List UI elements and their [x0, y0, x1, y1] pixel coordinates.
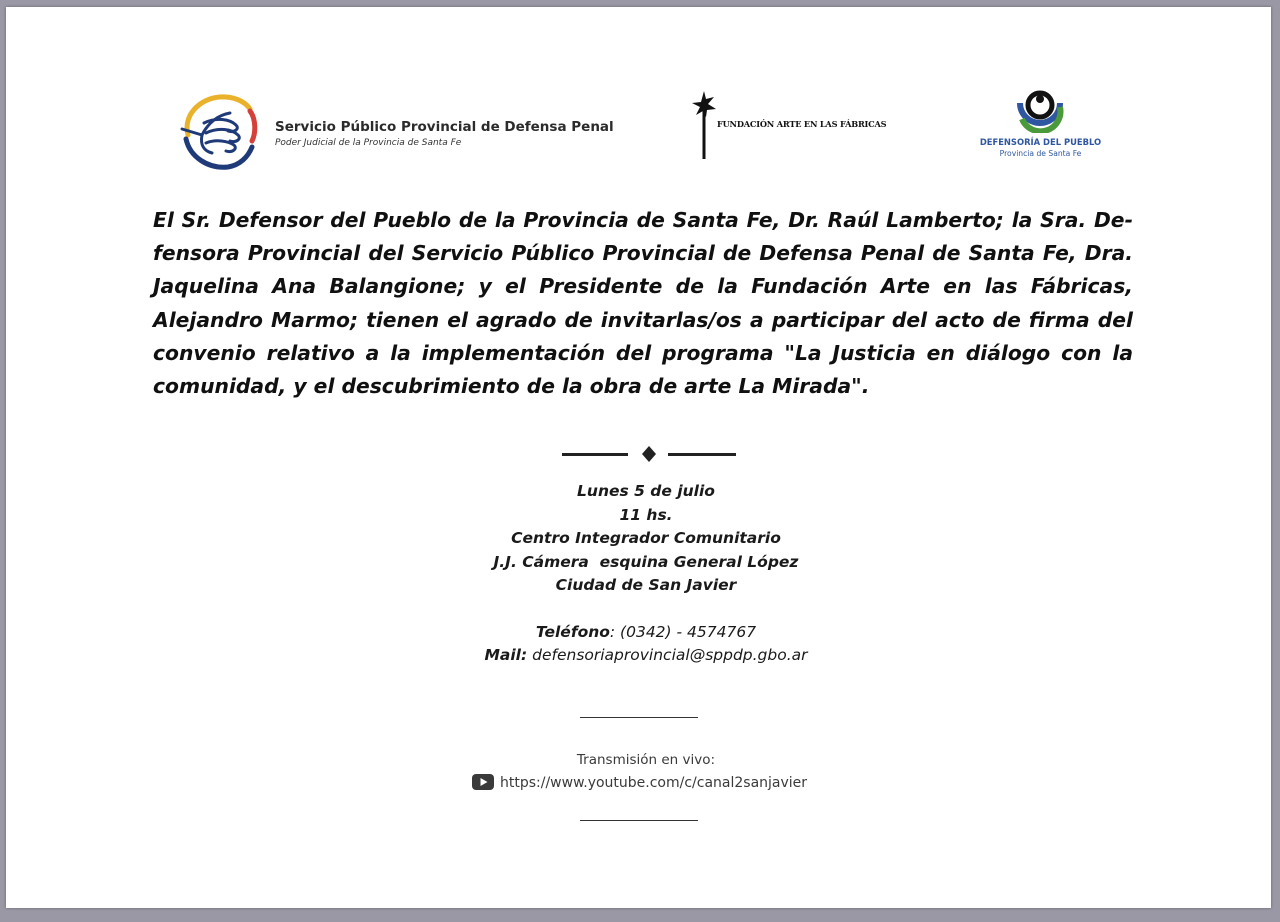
event-time: 11 hs.	[619, 505, 673, 524]
top-rule	[580, 717, 698, 718]
mail-label: Mail:	[484, 646, 528, 664]
phone-label: Teléfono	[535, 622, 610, 641]
stream-label: Transmisión en vivo:	[576, 752, 716, 768]
youtube-icon	[472, 774, 494, 790]
stream-link-row[interactable]	[472, 774, 807, 791]
contact-mail	[346, 644, 946, 668]
mail-value[interactable]: defensoriaprovincial@sppdp.gbo.ar	[527, 646, 808, 664]
star-figure-icon	[692, 91, 716, 161]
defensoria-title: DEFENSORÍA DEL PUEBLO	[979, 137, 1102, 147]
event-venue: Centro Integrador Comunitario	[511, 529, 781, 547]
stream-url-link[interactable]: https://www.youtube.com/c/canal2sanjavier	[500, 775, 808, 791]
event-city: Ciudad de San Javier	[555, 576, 737, 594]
people-circle-icon	[1014, 85, 1066, 133]
defensa-penal-logo	[174, 89, 614, 175]
defensa-penal-title: Servicio Público Provincial de Defensa Penal	[275, 119, 614, 135]
event-date: Lunes 5 de julio	[577, 482, 715, 500]
diamond-divider-icon	[560, 443, 740, 465]
defensa-penal-subtitle: Poder Judicial de la Provincia de Santa Fe	[275, 138, 462, 148]
bottom-rule	[580, 820, 698, 821]
fundacion-name: FUNDACIÓN ARTE EN LAS FÁBRICAS	[717, 119, 887, 129]
defensoria-subtitle: Provincia de Santa Fe	[999, 149, 1082, 158]
invitation-card	[6, 7, 1271, 908]
event-address: J.J. Cámera esquina General López	[493, 552, 799, 571]
fundacion-logo	[692, 91, 912, 165]
event-details	[346, 480, 946, 668]
phone-value: : (0342) - 4574767	[609, 622, 757, 641]
defensoria-logo	[968, 85, 1118, 171]
contact-phone	[346, 621, 946, 645]
hand-emblem-icon	[174, 89, 266, 175]
invitation-text: El Sr. Defensor del Pueblo de la Provincia de Santa Fe, Dr. Raúl Lamberto; la Sra. Defensora Provincial del Servicio Público Provincial de Defensa Penal de Santa Fe, Dra. Jaquelina Ana Balangione; y el Presidente de la Fundación Arte en las Fábricas, Alejandro Marmo; tienen el agrado de invitarlas/os a participar del acto de firma del convenio relativo a la implementación del programa "La Justicia en diálogo con la comunidad, y el descubrimiento de la obra de arte La Mirada".	[153, 208, 1133, 399]
